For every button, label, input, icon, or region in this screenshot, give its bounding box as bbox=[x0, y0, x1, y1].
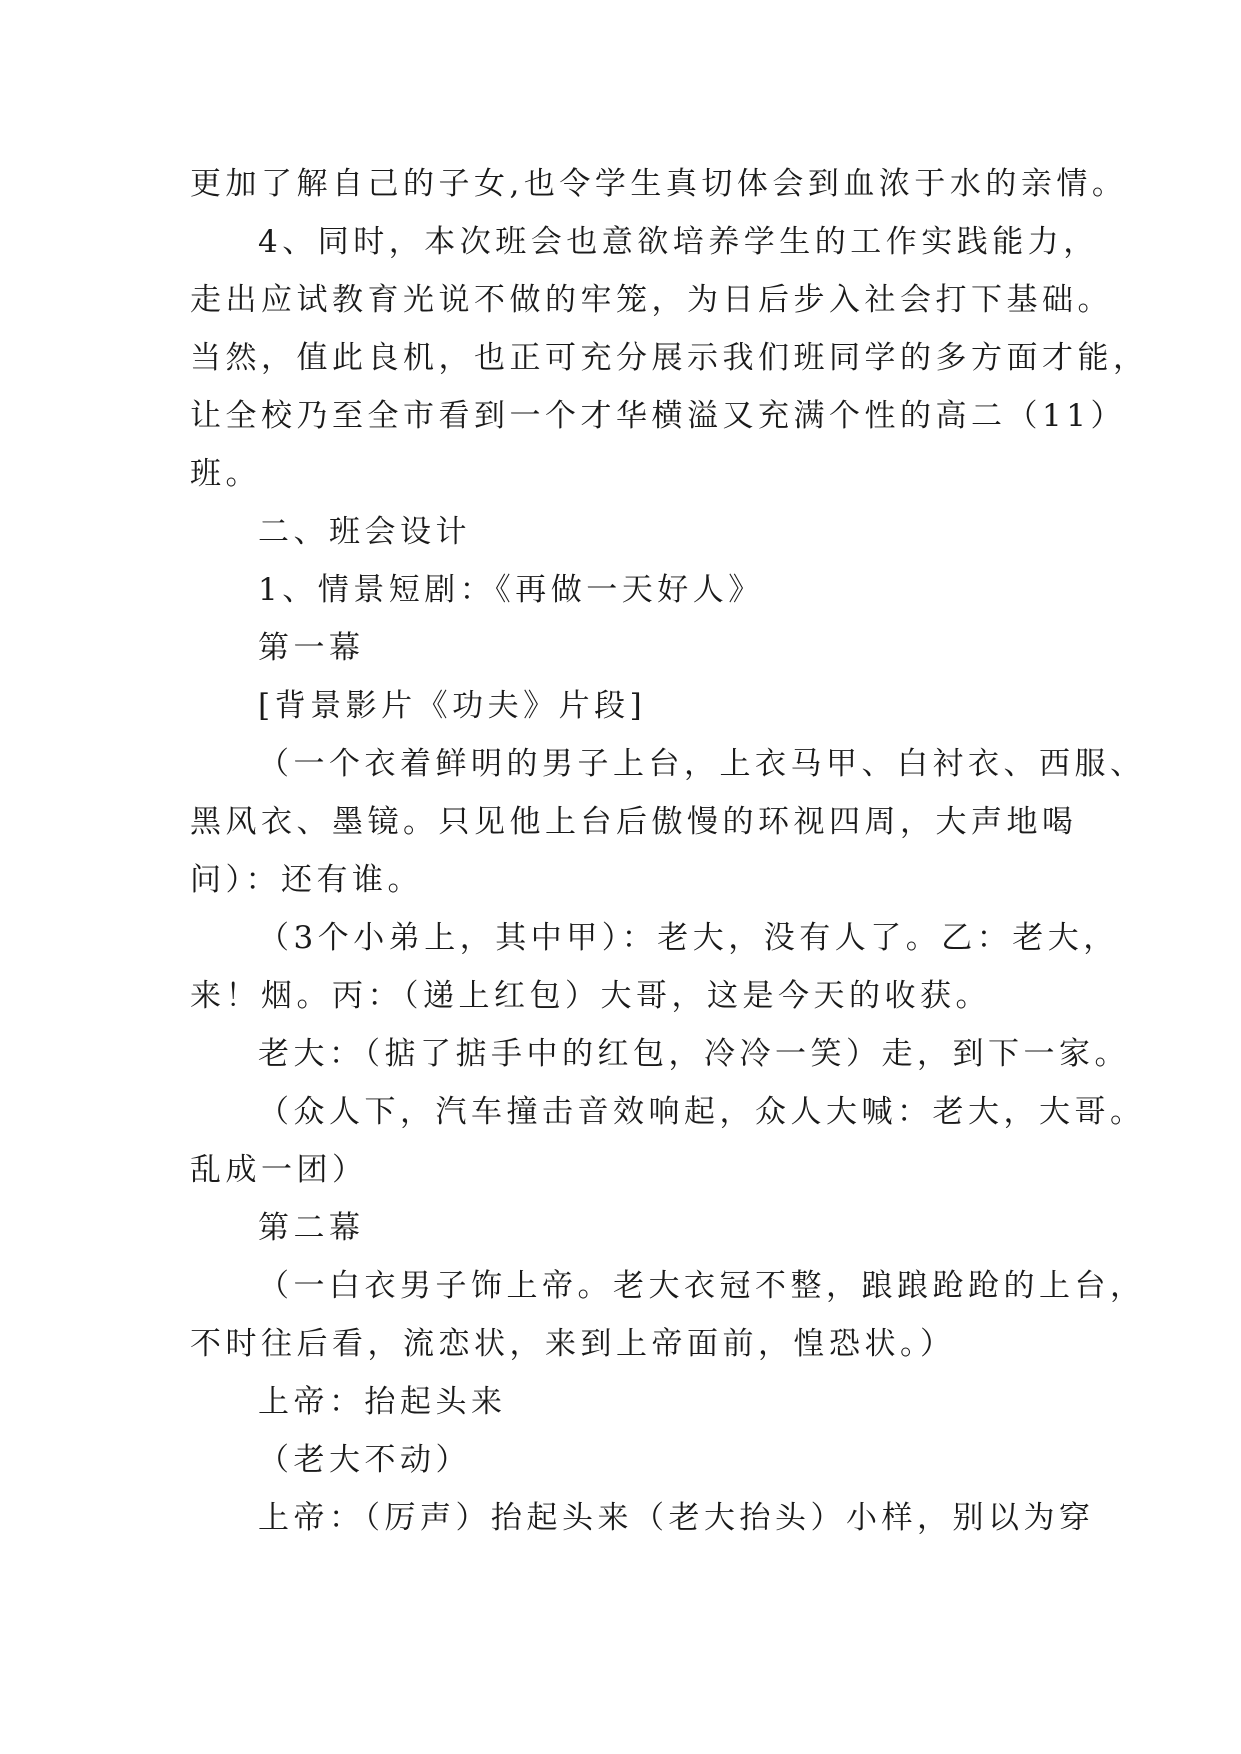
paragraph-line: 更加了解自己的子女,也令学生真切体会到血浓于水的亲情。 bbox=[190, 166, 1128, 202]
page-body bbox=[190, 155, 1149, 1547]
stage-direction: [背景影片《功夫》片段] bbox=[258, 688, 647, 724]
stage-direction: （众人下，汽车撞击音效响起，众人大喊：老大，大哥。 bbox=[258, 1094, 1146, 1130]
stage-direction: （老大不动） bbox=[258, 1442, 471, 1478]
dialogue-line: 老大：（掂了掂手中的红包，冷冷一笑）走，到下一家。 bbox=[258, 1036, 1130, 1072]
scene-heading: 第二幕 bbox=[258, 1210, 365, 1246]
dialogue-line: 来！烟。丙：（递上红包）大哥，这是今天的收获。 bbox=[190, 978, 991, 1014]
section-heading: 二、班会设计 bbox=[258, 514, 471, 550]
paragraph-line: 班。 bbox=[190, 456, 261, 492]
paragraph-line: 4、同时，本次班会也意欲培养学生的工作实践能力， bbox=[258, 224, 1099, 260]
stage-direction: （一个衣着鲜明的男子上台，上衣马甲、白衬衣、西服、 bbox=[258, 746, 1146, 782]
stage-direction: （一白衣男子饰上帝。老大衣冠不整，踉踉跄跄的上台， bbox=[258, 1268, 1146, 1304]
stage-direction: 黑风衣、墨镜。只见他上台后傲慢的环视四周，大声地喝 bbox=[190, 804, 1078, 840]
stage-direction: 不时往后看，流恋状，来到上帝面前，惶恐状。） bbox=[190, 1326, 956, 1362]
paragraph-line: 走出应试教育光说不做的牢笼，为日后步入社会打下基础。 bbox=[190, 282, 1113, 318]
scene-heading: 第一幕 bbox=[258, 630, 365, 666]
dialogue-line: 上帝：（厉声）抬起头来（老大抬头）小样，别以为穿 bbox=[258, 1500, 1095, 1536]
subsection-heading: 1、情景短剧：《再做一天好人》 bbox=[258, 572, 764, 608]
stage-direction: 问）：还有谁。 bbox=[190, 862, 423, 898]
paragraph-line: 让全校乃至全市看到一个才华横溢又充满个性的高二（11） bbox=[190, 398, 1126, 434]
stage-direction: 乱成一团） bbox=[190, 1152, 368, 1188]
dialogue-line: 上帝：抬起头来 bbox=[258, 1384, 507, 1420]
paragraph-line: 当然，值此良机，也正可充分展示我们班同学的多方面才能， bbox=[190, 340, 1149, 376]
dialogue-line: （3个小弟上，其中甲）：老大，没有人了。乙：老大， bbox=[258, 920, 1119, 956]
